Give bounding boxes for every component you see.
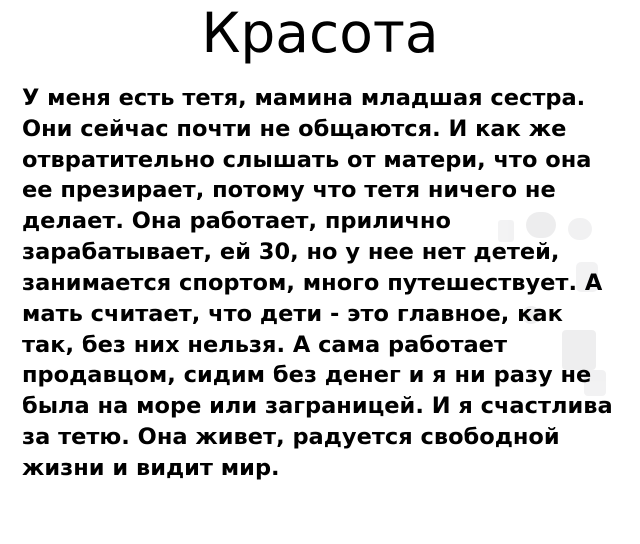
page-title: Красота bbox=[201, 1, 439, 65]
body-paragraph: У меня есть тетя, мамина младшая сестра. Они сейчас почти не общаются. И как же отвратительно слышать от матери, что она ее презирает, потому что тетя ничего не делает. Она работает, прилично зарабатывает, ей 30, но у нее нет детей, занимается спортом, много путешествует. А мать считает, что дети - это главное, как так, без них нельзя. А сама работает продавцом, сидим без денег и я ни разу не была на море или заграницей. И я счастлива за тетю. Она живет, радуется свободной жизни и видит мир. bbox=[22, 85, 621, 481]
